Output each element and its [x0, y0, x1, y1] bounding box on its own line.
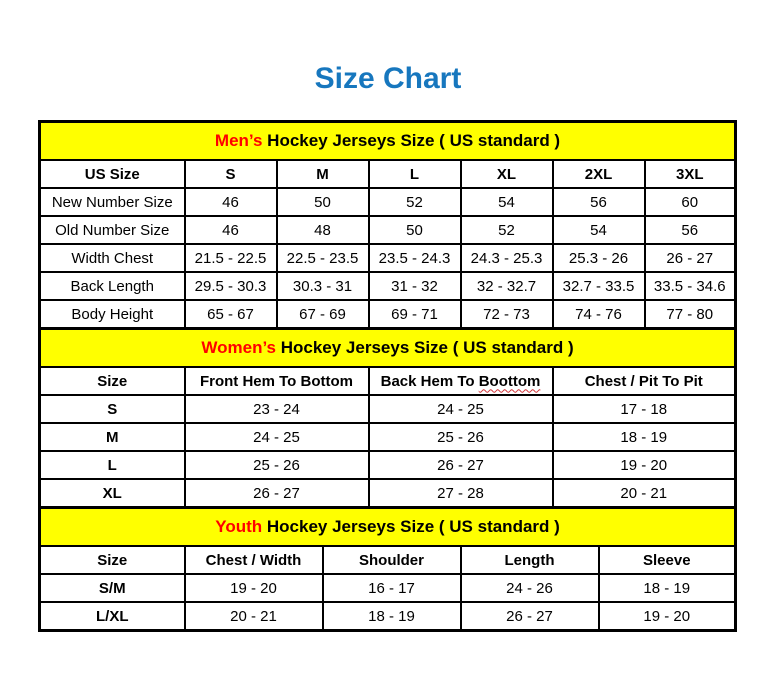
youth-column-header: [185, 546, 323, 574]
youth-column-header: [599, 546, 736, 574]
womens-column-header: [40, 367, 185, 395]
youth-row-label: S/M: [40, 574, 185, 602]
womens-column-header: [553, 367, 736, 395]
size-value-cell: 20 - 21: [553, 479, 736, 508]
mens-column-header: [277, 160, 369, 188]
column-header-text: Chest / Pit To Pit: [584, 372, 703, 390]
mens-section-title-accent: Men’s: [214, 131, 263, 150]
size-value-cell: 18 - 19: [323, 602, 461, 631]
womens-row-label: XL: [40, 479, 185, 508]
size-value-cell: 19 - 20: [185, 574, 323, 602]
womens-section-title-rest: Hockey Jerseys Size ( US standard ): [276, 338, 574, 357]
size-value-cell: 56: [645, 216, 736, 244]
table-row: [40, 479, 736, 508]
size-value-cell: 33.5 - 34.6: [645, 272, 736, 300]
table-row: [40, 216, 736, 244]
womens-section-band: [40, 329, 736, 368]
size-value-cell: 24 - 25: [185, 423, 369, 451]
mens-row-label: Width Chest: [40, 244, 185, 272]
column-header-text: Size: [97, 372, 128, 390]
size-value-cell: 65 - 67: [185, 300, 277, 329]
mens-section-title-rest: Hockey Jerseys Size ( US standard ): [262, 131, 561, 150]
womens-size-table: [38, 327, 737, 509]
mens-column-header: [185, 160, 277, 188]
womens-section-title-accent: Women’s: [201, 338, 276, 357]
size-value-cell: 23.5 - 24.3: [369, 244, 461, 272]
table-row: [40, 451, 736, 479]
size-value-cell: 54: [553, 216, 645, 244]
column-header-text: Sleeve: [643, 551, 691, 569]
size-value-cell: 46: [185, 188, 277, 216]
womens-row-label: M: [40, 423, 185, 451]
page-title: Size Chart: [314, 62, 462, 95]
size-value-cell: 48: [277, 216, 369, 244]
womens-row-label: S: [40, 395, 185, 423]
size-value-cell: 19 - 20: [553, 451, 736, 479]
column-header-text: Front Hem To Bottom: [199, 372, 354, 390]
youth-section-title-rest: Hockey Jerseys Size ( US standard ): [262, 517, 560, 536]
size-value-cell: 30.3 - 31: [277, 272, 369, 300]
mens-column-header: [369, 160, 461, 188]
size-value-cell: 22.5 - 23.5: [277, 244, 369, 272]
size-value-cell: 77 - 80: [645, 300, 736, 329]
size-value-cell: 52: [369, 188, 461, 216]
column-header-text: 2XL: [584, 165, 613, 183]
size-value-cell: 50: [277, 188, 369, 216]
size-value-cell: 46: [185, 216, 277, 244]
size-value-cell: 17 - 18: [553, 395, 736, 423]
mens-column-header: [40, 160, 185, 188]
size-value-cell: 50: [369, 216, 461, 244]
womens-header-row: [40, 367, 736, 395]
column-header-text: L: [409, 165, 420, 183]
table-row: [40, 602, 736, 631]
size-value-cell: 60: [645, 188, 736, 216]
size-value-cell: 56: [553, 188, 645, 216]
mens-row-label: Body Height: [40, 300, 185, 329]
youth-section-title-accent: Youth: [215, 517, 263, 536]
womens-column-header: [369, 367, 553, 395]
size-value-cell: 69 - 71: [369, 300, 461, 329]
table-row: [40, 423, 736, 451]
size-value-cell: 31 - 32: [369, 272, 461, 300]
youth-section-band: [40, 508, 736, 547]
size-value-cell: 26 - 27: [185, 479, 369, 508]
womens-column-header: [185, 367, 369, 395]
size-value-cell: 32.7 - 33.5: [553, 272, 645, 300]
youth-column-header: [40, 546, 185, 574]
youth-row-label: L/XL: [40, 602, 185, 631]
table-row: [40, 300, 736, 329]
size-value-cell: 74 - 76: [553, 300, 645, 329]
mens-section-title: [40, 122, 736, 161]
column-header-text: Size: [97, 551, 128, 569]
mens-column-header: [553, 160, 645, 188]
table-row: [40, 272, 736, 300]
youth-column-header: [461, 546, 599, 574]
table-row: [40, 395, 736, 423]
size-value-cell: 18 - 19: [553, 423, 736, 451]
size-value-cell: 29.5 - 30.3: [185, 272, 277, 300]
column-header-text: 3XL: [675, 165, 704, 183]
size-value-cell: 18 - 19: [599, 574, 736, 602]
column-header-text: Back Hem To: [380, 372, 479, 390]
size-value-cell: 24 - 25: [369, 395, 553, 423]
size-value-cell: 25.3 - 26: [553, 244, 645, 272]
mens-size-table: [38, 120, 737, 330]
size-value-cell: 25 - 26: [369, 423, 553, 451]
mens-column-header: [461, 160, 553, 188]
size-value-cell: 54: [461, 188, 553, 216]
size-value-cell: 23 - 24: [185, 395, 369, 423]
youth-section-title: [40, 508, 736, 547]
size-value-cell: 52: [461, 216, 553, 244]
mens-row-label: New Number Size: [40, 188, 185, 216]
column-header-text: M: [316, 165, 329, 183]
size-value-cell: 26 - 27: [461, 602, 599, 631]
size-value-cell: 26 - 27: [369, 451, 553, 479]
womens-section-title: [40, 329, 736, 368]
size-value-cell: 32 - 32.7: [461, 272, 553, 300]
table-row: [40, 188, 736, 216]
misspelled-word: Boottom: [478, 372, 541, 390]
size-value-cell: 16 - 17: [323, 574, 461, 602]
mens-column-header: [645, 160, 736, 188]
size-value-cell: 24 - 26: [461, 574, 599, 602]
youth-column-header: [323, 546, 461, 574]
mens-row-label: Back Length: [40, 272, 185, 300]
size-value-cell: 27 - 28: [369, 479, 553, 508]
table-row: [40, 574, 736, 602]
mens-section-band: [40, 122, 736, 161]
mens-header-row: [40, 160, 736, 188]
youth-header-row: [40, 546, 736, 574]
size-chart-container: [38, 120, 734, 632]
size-value-cell: 67 - 69: [277, 300, 369, 329]
size-value-cell: 21.5 - 22.5: [185, 244, 277, 272]
column-header-text: XL: [496, 165, 517, 183]
womens-row-label: L: [40, 451, 185, 479]
column-header-text: Shoulder: [358, 551, 424, 569]
column-header-text: Chest / Width: [205, 551, 302, 569]
mens-row-label: Old Number Size: [40, 216, 185, 244]
table-row: [40, 244, 736, 272]
size-value-cell: 25 - 26: [185, 451, 369, 479]
size-value-cell: 72 - 73: [461, 300, 553, 329]
youth-size-table: [38, 506, 737, 632]
size-value-cell: 24.3 - 25.3: [461, 244, 553, 272]
size-value-cell: 20 - 21: [185, 602, 323, 631]
size-value-cell: 26 - 27: [645, 244, 736, 272]
column-header-text: US Size: [84, 165, 140, 183]
size-value-cell: 19 - 20: [599, 602, 736, 631]
column-header-text: Length: [504, 551, 555, 569]
column-header-text: S: [225, 165, 236, 183]
